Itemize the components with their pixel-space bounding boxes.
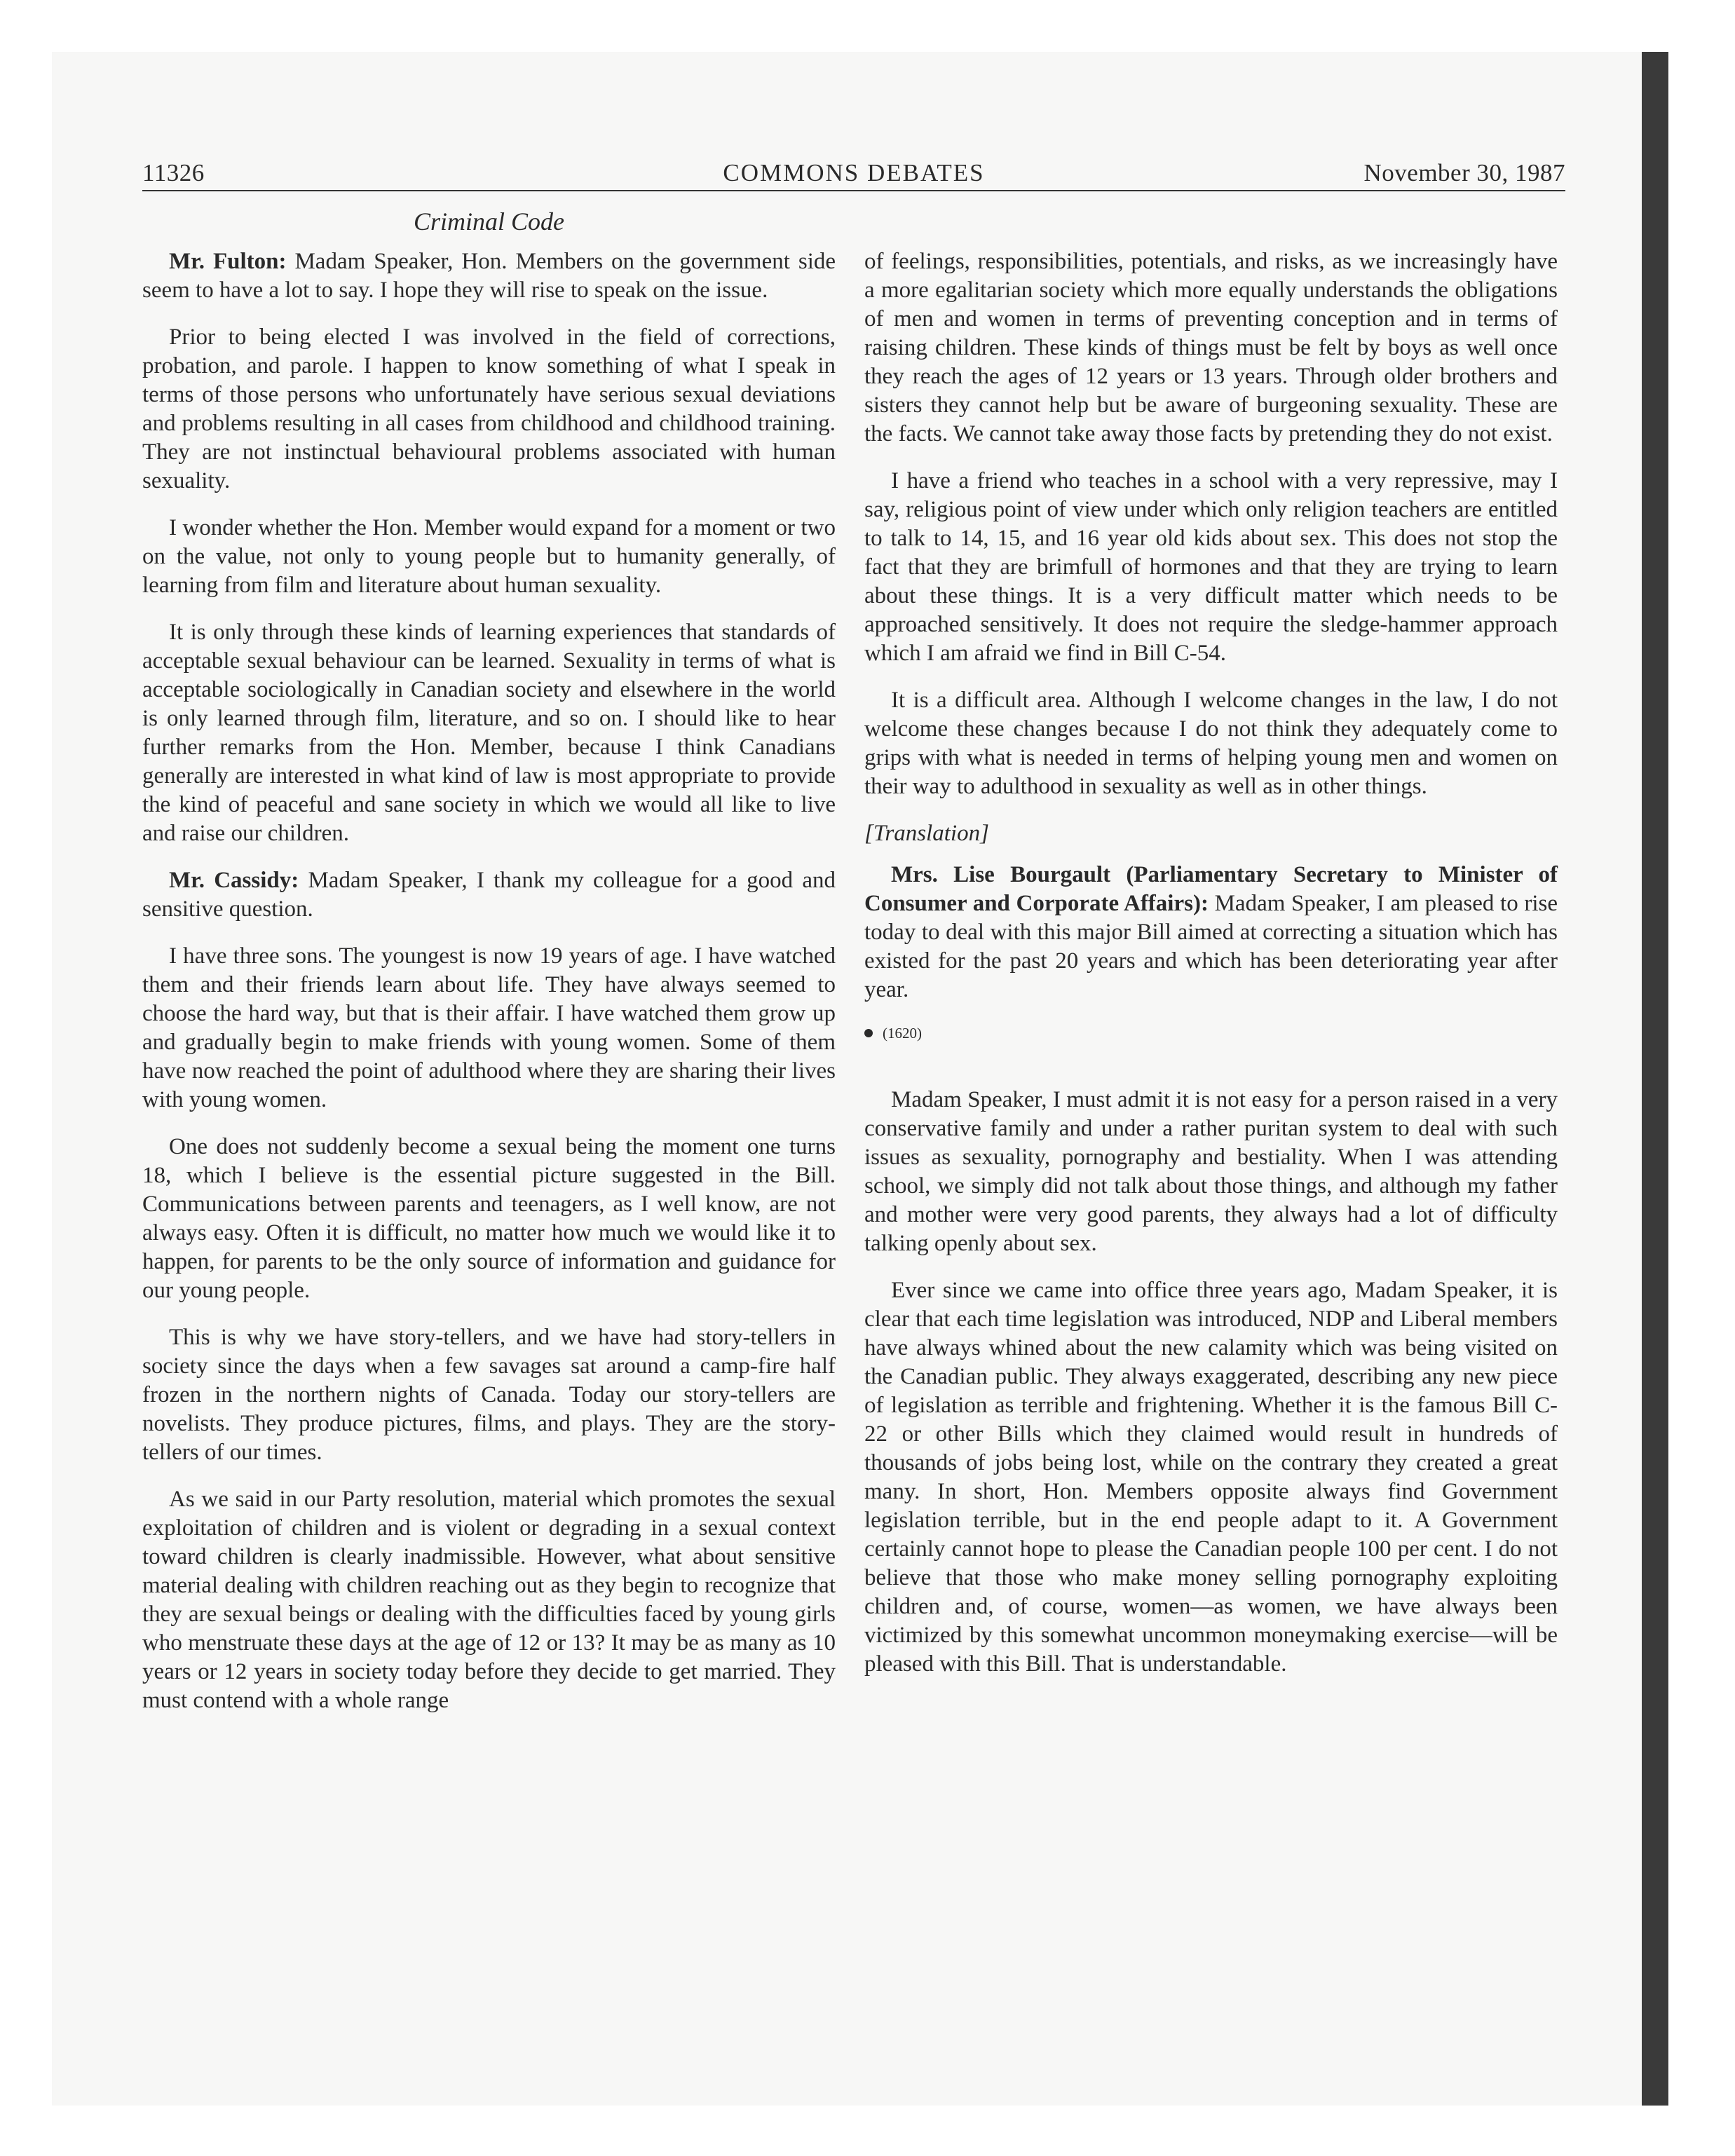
bullet-icon <box>864 1029 873 1037</box>
speaker-name: Mr. Fulton: <box>169 249 287 274</box>
paragraph: It is a difficult area. Although I welcome changes in the law, I do not welcome these changes because I do not think they adequately come to grips with what is needed in terms of helping young men and women on their way to adulthood in sexuality as well as in other things. <box>864 688 1558 799</box>
speaker-name: Mr. Cassidy: <box>169 868 299 893</box>
paragraph-bourgault <box>864 861 1558 1004</box>
paragraph: One does not suddenly become a sexual being the moment one turns 18, which I believe is the essential picture suggested in the Bill. Communications between parents and teenagers, as I well know, are not always easy. Often it is difficult, no matter how much we would like it to happen, for parents to be the only source of information and guidance for our young people. <box>142 1134 836 1303</box>
paragraph: It is only through these kinds of learning experiences that standards of acceptable sexual behaviour can be learned. Sexuality in terms of what is acceptable sociologically in Canadian society and elsewhere in the world is only learned through film, literature, and so on. I should like to hear further remarks from the Hon. Member, because I think Canadians generally are interested in what kind of law is most appropriate to provide the kind of peaceful and sane society in which we would all like to live and raise our children. <box>142 620 836 846</box>
speech-text: Madam Speaker, I am pleased to rise today to deal with this major Bill aimed at correcting a situation which has existed for the past 20 years and which has been deteriorating year after year. <box>864 891 1558 1002</box>
page-number: 11326 <box>142 159 205 186</box>
paragraph: Ever since we came into office three years ago, Madam Speaker, it is clear that each time legislation was introduced, NDP and Liberal members have always whined about the new calamity which was being visited on the Canadian public. They always exaggerated, describing any new piece of legislation as terrible and frightening. Whether it is the famous Bill C-22 or other Bills which they claimed would result in hundreds of thousands of jobs being lost, while on the contrary they created a great many. In short, Hon. Members opposite always find Government legislation terrible, but in the end people adapt to it. A Government certainly cannot hope to please the Canadian people 100 per cent. I do not believe that those who make money selling pornography exploiting children and, of course, women—as women, we have always been victimized by this somewhat uncommon moneymaking exercise—will be pleased with this Bill. That is understandable. <box>864 1278 1558 1677</box>
page-header <box>142 156 1565 191</box>
publication-date: November 30, 1987 <box>1363 159 1565 186</box>
speaker-name: Mrs. Lise Bourgault (Parliamentary Secretary to Minister of Consumer and Corporate Affairs): <box>864 862 1558 916</box>
translation-marker: [Translation] <box>864 821 989 846</box>
publication-title: COMMONS DEBATES <box>723 159 985 186</box>
paragraph-fulton <box>142 247 836 305</box>
paragraph: Prior to being elected I was involved in the field of corrections, probation, and parole. I happen to know something of what I speak in terms of those persons who unfortunately have serious sexual deviations and problems resulting in all cases from childhood and childhood training. They are not instinctual behavioural problems associated with human sexuality. <box>142 325 836 493</box>
time-marker <box>864 1023 1558 1044</box>
speech-text: Madam Speaker, I thank my colleague for a good and sensitive question. <box>142 868 836 922</box>
right-column <box>864 247 1558 1697</box>
paragraph: As we said in our Party resolution, material which promotes the sexual exploitation of children and is violent or degrading in a sexual context toward children is clearly inadmissible. However, what about sensitive material dealing with children reaching out as they begin to recognize that they are sexual beings or dealing with the difficulties faced by young girls who menstruate these days at the age of 12 or 13? It may be as many as 10 years or 12 years in society today before they decide to get married. They must contend with a whole range <box>142 1487 836 1713</box>
paragraph: This is why we have story-tellers, and we have had story-tellers in society since the days when a few savages sat around a camp-fire half frozen in the northern nights of Canada. Today our story-tellers are novelists. They produce pictures, films, and plays. They are the story-tellers of our times. <box>142 1325 836 1465</box>
section-title: Criminal Code <box>413 207 564 236</box>
timestamp: (1620) <box>883 1025 922 1042</box>
scan-edge-shadow <box>1642 52 1668 2106</box>
paragraph: I have a friend who teaches in a school with a very repressive, may I say, religious point of view under which only religion teachers are entitled to talk to 14, 15, and 16 year old kids about sex. This does not stop the fact that they are brimfull of hormones and that they are trying to learn about these things. It is a very difficult matter which needs to be approached sensitively. It does not require the sledge-hammer approach which I am afraid we find in Bill C-54. <box>864 468 1558 666</box>
paragraph: Madam Speaker, I must admit it is not easy for a person raised in a very conservative family and under a rather puritan system to deal with such issues as sexuality, pornography and bestiality. When I was attending school, we simply did not talk about those things, and although my father and mother were very good parents, they always had a lot of difficulty talking openly about sex. <box>864 1087 1558 1256</box>
left-column <box>142 247 836 1733</box>
paragraph: I wonder whether the Hon. Member would expand for a moment or two on the value, not only to young people but to humanity generally, of learning from film and literature about human sexuality. <box>142 515 836 598</box>
header-rule <box>142 190 1565 191</box>
paragraph-continuation: of feelings, responsibilities, potentials, and risks, as we increasingly have a more egalitarian society which more equally understands the obligations of men and women in terms of preventing conception and in terms of raising children. These kinds of things must be felt by boys as well once they reach the ages of 12 years or 13 years. Through older brothers and sisters they cannot help but be aware of burgeoning sexuality. These are the facts. We cannot take away those facts by pretending they do not exist. <box>864 249 1558 446</box>
speech-text: Madam Speaker, Hon. Members on the government side seem to have a lot to say. I hope they will rise to speak on the issue. <box>142 249 836 303</box>
translation-label: Translation <box>873 821 981 846</box>
paragraph-cassidy <box>142 866 836 924</box>
paragraph: I have three sons. The youngest is now 19 years of age. I have watched them and their friends learn about life. They have always seemed to choose the hard way, but that is their affair. I have watched them grow up and gradually begin to make friends with young women. Some of them have now reached the point of adulthood where they are sharing their lives with young women. <box>142 943 836 1112</box>
